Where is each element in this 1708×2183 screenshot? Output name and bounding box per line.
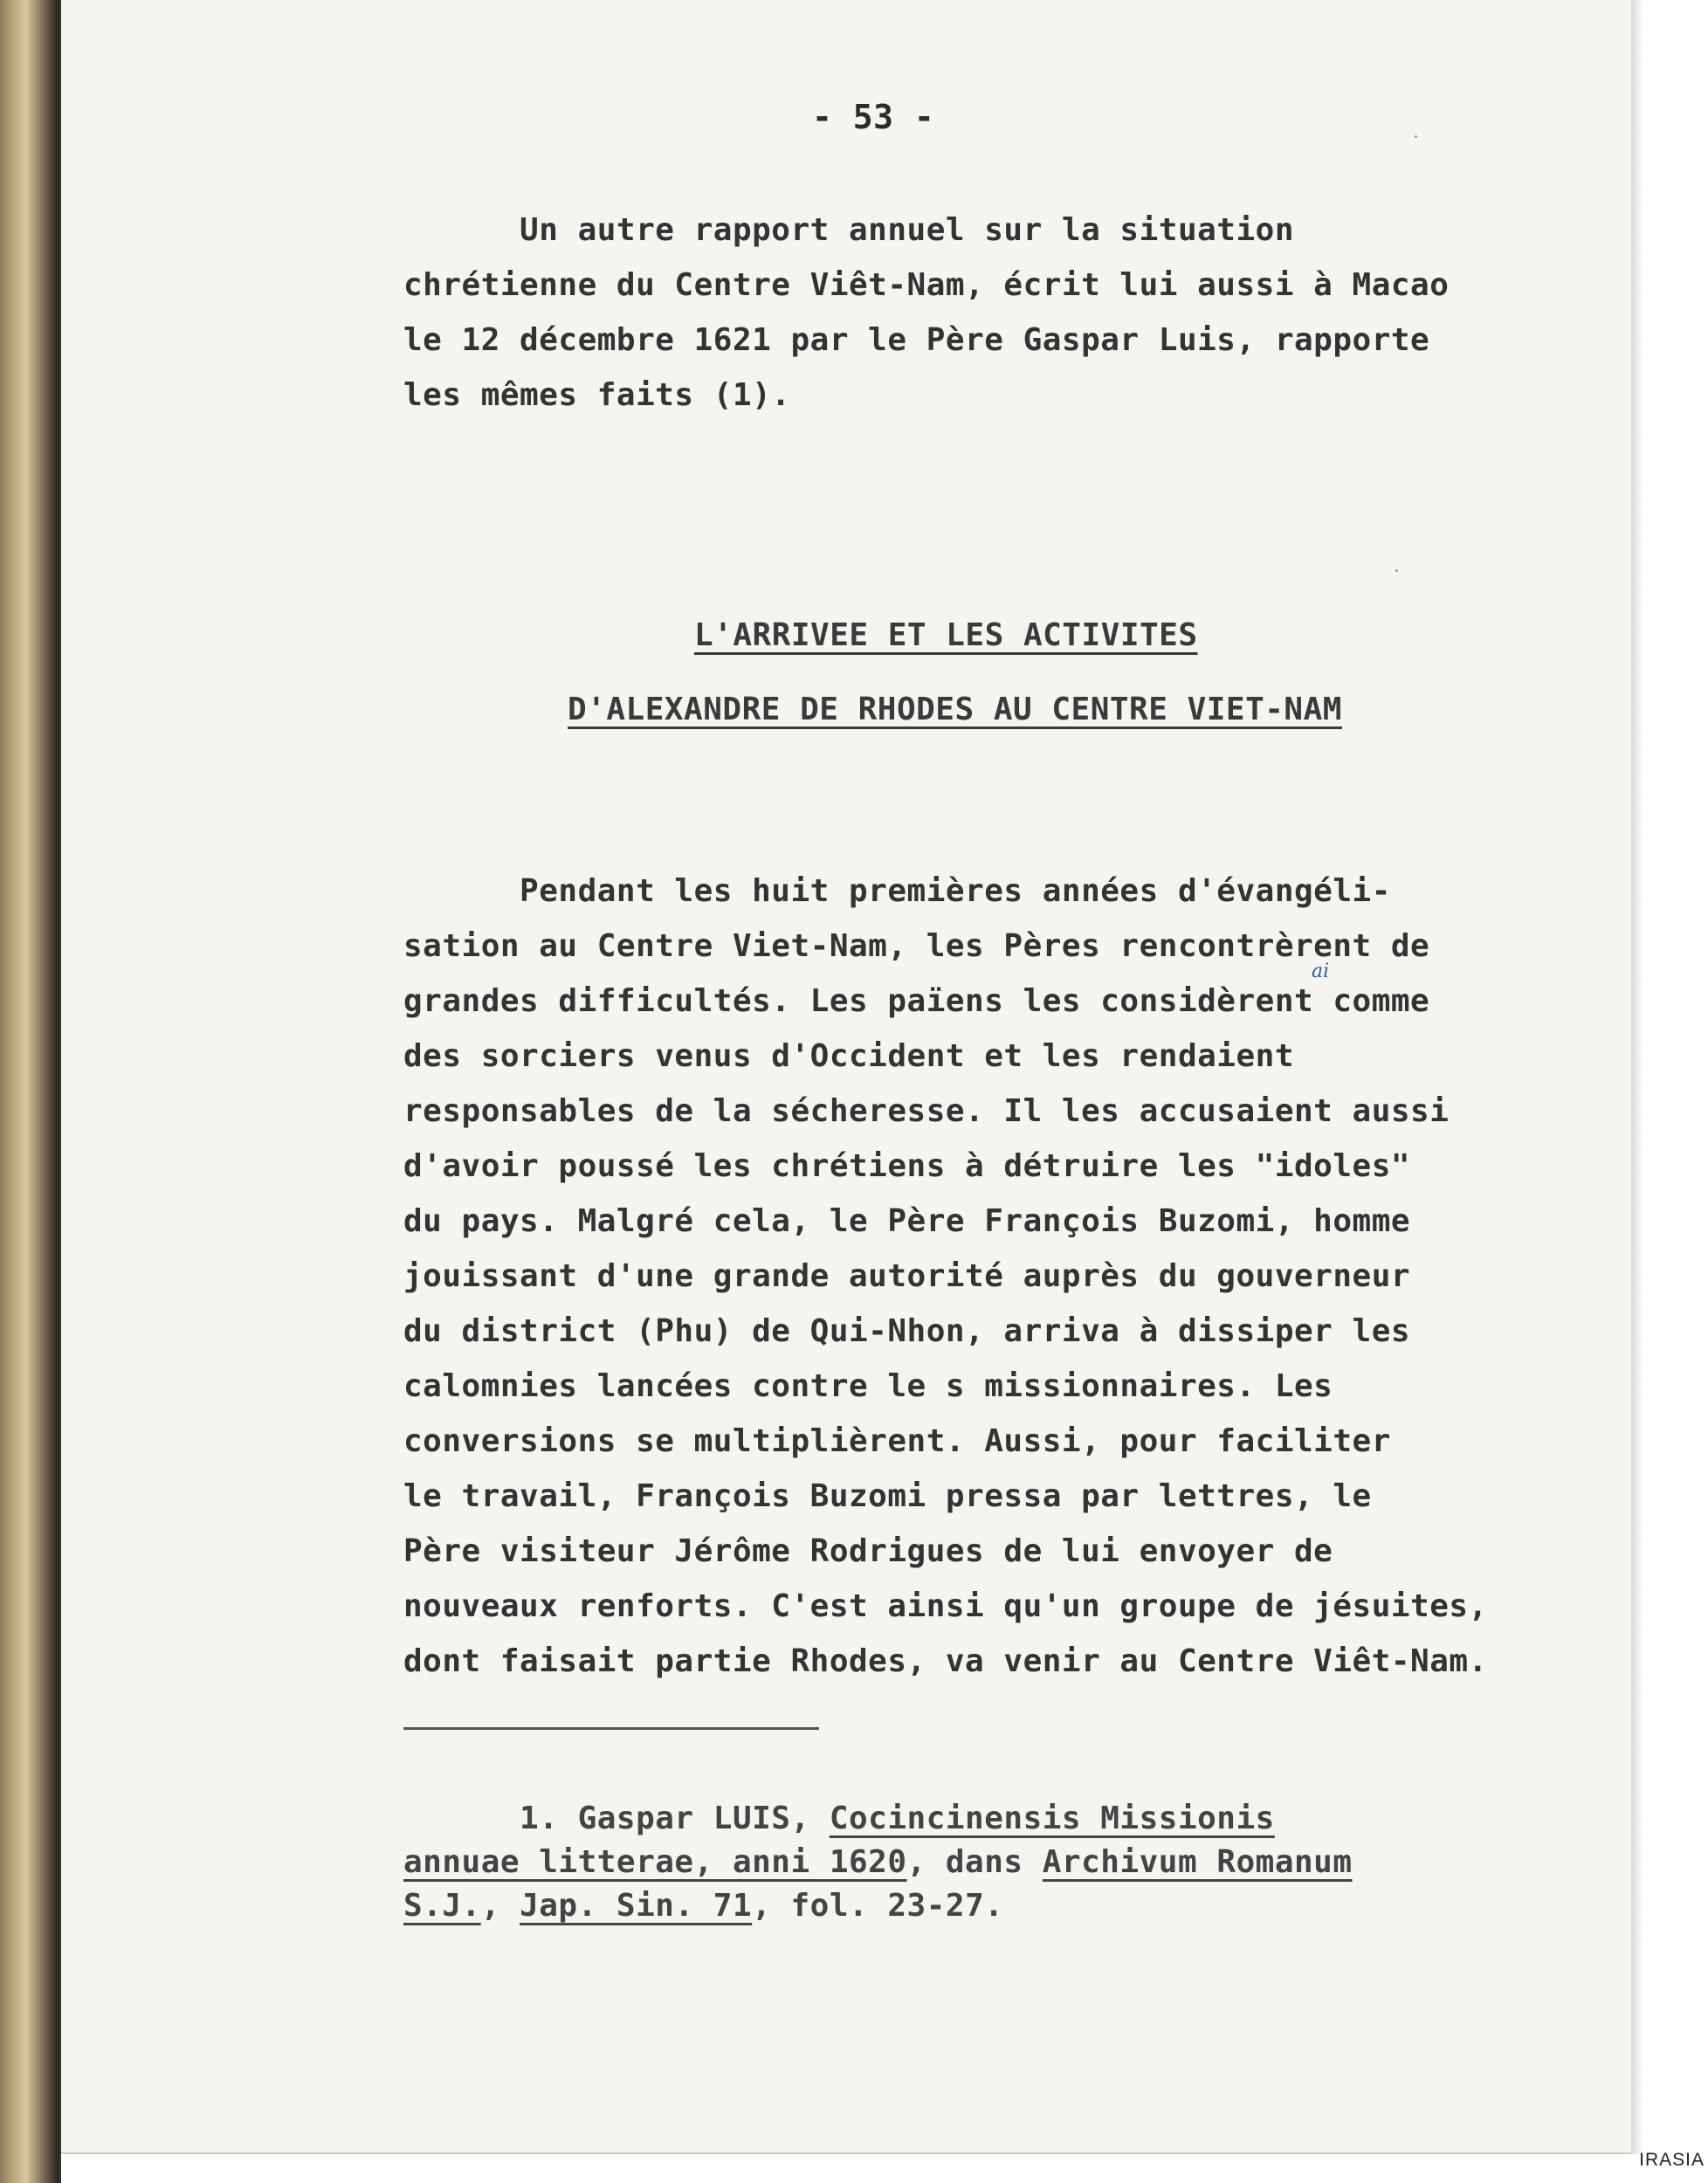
body-line-14: nouveaux renforts. C'est ainsi qu'un groupe de jésuites, — [403, 1588, 1488, 1624]
page-number: - 53 - — [812, 98, 935, 136]
body-line-7: du pays. Malgré cela, le Père François Buzomi, homme — [403, 1203, 1411, 1239]
intro-line-4: les mêmes faits (1). — [403, 377, 791, 413]
body-line-1: Pendant les huit premières années d'évangéli- — [403, 873, 1391, 909]
footnote-work-title-part1: Cocincinensis Missionis — [829, 1801, 1275, 1836]
body-line-10: calomnies lancées contre le s missionnaires. Les — [403, 1368, 1333, 1404]
scan-speck — [1415, 135, 1417, 138]
body-line-8: jouissant d'une grande autorité auprès du gouverneur — [403, 1258, 1411, 1294]
body-line-15: dont faisait partie Rhodes, va venir au Centre Viêt-Nam. — [403, 1643, 1488, 1679]
footnote-prefix: 1. Gaspar LUIS, — [403, 1801, 830, 1836]
footnote-archive-part2: S.J. — [403, 1888, 481, 1924]
body-line-9: du district (Phu) de Qui-Nhon, arriva à dissiper les — [403, 1313, 1411, 1349]
footnote-work-title-part2: annuae litterae, anni 1620 — [403, 1844, 907, 1880]
footnote-folios: , fol. 23-27. — [752, 1888, 1004, 1924]
body-line-3: grandes difficultés. Les païens les considèrent comme — [403, 983, 1430, 1019]
footnote-line-3 — [403, 1888, 1003, 1924]
watermark-label: IRASIA — [1639, 2150, 1705, 2170]
intro-line-2: chrétienne du Centre Viêt-Nam, écrit lui aussi à Macao — [403, 267, 1450, 303]
body-line-12: le travail, François Buzomi pressa par lettres, le — [403, 1478, 1372, 1514]
body-line-4: des sorciers venus d'Occident et les rendaient — [403, 1038, 1294, 1074]
footnote-collection-ref: Jap. Sin. 71 — [520, 1888, 753, 1924]
footnote-separator — [403, 1727, 819, 1730]
section-title-line-1: L'ARRIVEE ET LES ACTIVITES — [694, 617, 1198, 653]
scan-speck — [1395, 569, 1398, 572]
footnote-line-1 — [403, 1801, 1275, 1836]
footnote-separator-comma: , — [480, 1888, 520, 1924]
body-line-11: conversions se multiplièrent. Aussi, pour faciliter — [403, 1423, 1391, 1459]
intro-line-1: Un autre rapport annuel sur la situation — [403, 212, 1294, 248]
footnote-archive-part1: Archivum Romanum — [1042, 1844, 1353, 1880]
body-line-5: responsables de la sécheresse. Il les accusaient aussi — [403, 1093, 1450, 1129]
footnote-line-2 — [403, 1844, 1353, 1880]
handwritten-correction: ai — [1312, 961, 1330, 982]
binding-edge — [0, 0, 61, 2183]
body-line-6: d'avoir poussé les chrétiens à détruire les "idoles" — [403, 1148, 1411, 1184]
section-title-line-2: D'ALEXANDRE DE RHODES AU CENTRE VIET-NAM — [568, 692, 1342, 727]
body-line-13: Père visiteur Jérôme Rodrigues de lui envoyer de — [403, 1533, 1333, 1569]
footnote-dans: , dans — [906, 1844, 1043, 1880]
paper-shadow — [1631, 0, 1643, 2154]
intro-line-3: le 12 décembre 1621 par le Père Gaspar Luis, rapporte — [403, 322, 1430, 358]
body-line-2: sation au Centre Viet-Nam, les Pères rencontrèrent de — [403, 928, 1430, 964]
